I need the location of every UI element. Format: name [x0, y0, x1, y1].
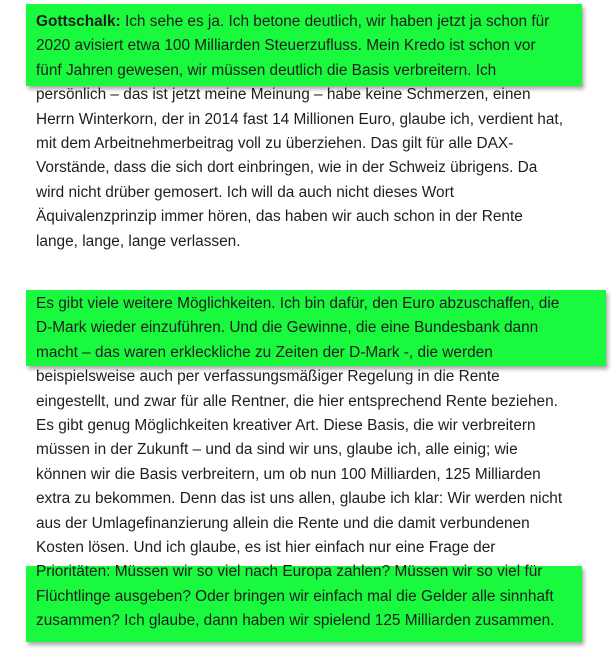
- paragraph-1-line-5: Herrn Winterkorn, der in 2014 fast 14 Millionen Euro, glaube ich, verdient hat,: [36, 110, 563, 128]
- paragraph-2-line-11: Kosten lösen. Und ich glaube, es ist hier einfach nur eine Frage der: [36, 539, 496, 557]
- paragraph-1-line-7: Vorstände, dass die sich dort einbringen, wie in der Schweiz übrigens. Da: [36, 159, 538, 177]
- paragraph-1-line-2: 2020 avisiert etwa 100 Milliarden Steuerzufluss. Mein Kredo ist schon vor: [36, 37, 536, 55]
- paragraph-1-line-1: [36, 10, 602, 34]
- paragraph-2-line-2: D-Mark wieder einzuführen. Und die Gewinne, die eine Bundesbank dann: [36, 319, 539, 337]
- paragraph-1-line-10: lange, lange, lange verlassen.: [36, 232, 241, 250]
- paragraph-2-line-5: eingestellt, und zwar für alle Rentner, die hier entsprechend Rente beziehen.: [36, 392, 558, 410]
- paragraph-1-line-6: mit dem Arbeitnehmerbeitrag voll zu überziehen. Das gilt für alle DAX-: [36, 135, 514, 153]
- paragraph-2-line-8: können wir die Basis verbreitern, um ob nun 100 Milliarden, 125 Milliarden: [36, 465, 541, 483]
- paragraph-1: [36, 10, 602, 254]
- paragraph-2-line-4: beispielsweise auch per verfassungsmäßiger Regelung in die Rente: [36, 368, 500, 386]
- paragraph-2-line-3: macht – das waren erkleckliche zu Zeiten der D-Mark -, die werden: [36, 343, 493, 361]
- paragraph-2-line-14: zusammen? Ich glaube, dann haben wir spielend 125 Milliarden zusammen.: [36, 612, 555, 630]
- paragraph-2-line-6: Es gibt genug Möglichkeiten kreativer Art. Diese Basis, die wir verbreitern: [36, 417, 536, 435]
- paragraph-2-line-10: aus der Umlagefinanzierung allein die Rente und die damit verbundenen: [36, 514, 530, 532]
- speaker-name: Gottschalk:: [36, 13, 121, 30]
- paragraph-1-line-1-text: Ich sehe es ja. Ich betone deutlich, wir haben jetzt ja schon für: [120, 13, 550, 30]
- paragraph-1-line-3: fünf Jahren gewesen, wir müssen deutlich die Basis verbreitern. Ich: [36, 61, 497, 79]
- paragraph-2-line-1: Es gibt viele weitere Möglichkeiten. Ich bin dafür, den Euro abzuschaffen, die: [36, 295, 560, 312]
- paragraph-2: [36, 292, 602, 634]
- paragraph-2-line-9: extra zu bekommen. Denn das ist uns allen, glaube ich klar: Wir werden nicht: [36, 490, 563, 508]
- paragraph-2-line-12: Prioritäten: Müssen wir so viel nach Europa zahlen? Müssen wir so viel für: [36, 563, 543, 581]
- paragraph-1-line-9: Äquivalenzprinzip immer hören, das haben wir auch schon in der Rente: [36, 208, 523, 226]
- paragraph-2-line-7: müssen in der Zukunft – und da sind wir uns, glaube ich, alle einig; wie: [36, 441, 518, 459]
- paragraph-1-line-4: persönlich – das ist jetzt meine Meinung – habe keine Schmerzen, einen: [36, 86, 531, 104]
- paragraph-2-line-13: Flüchtlinge ausgeben? Oder bringen wir einfach mal die Gelder alle sinnhaft: [36, 587, 554, 605]
- paragraph-1-line-8: wird nicht drüber gemosert. Ich will da auch nicht dieses Wort: [36, 183, 455, 201]
